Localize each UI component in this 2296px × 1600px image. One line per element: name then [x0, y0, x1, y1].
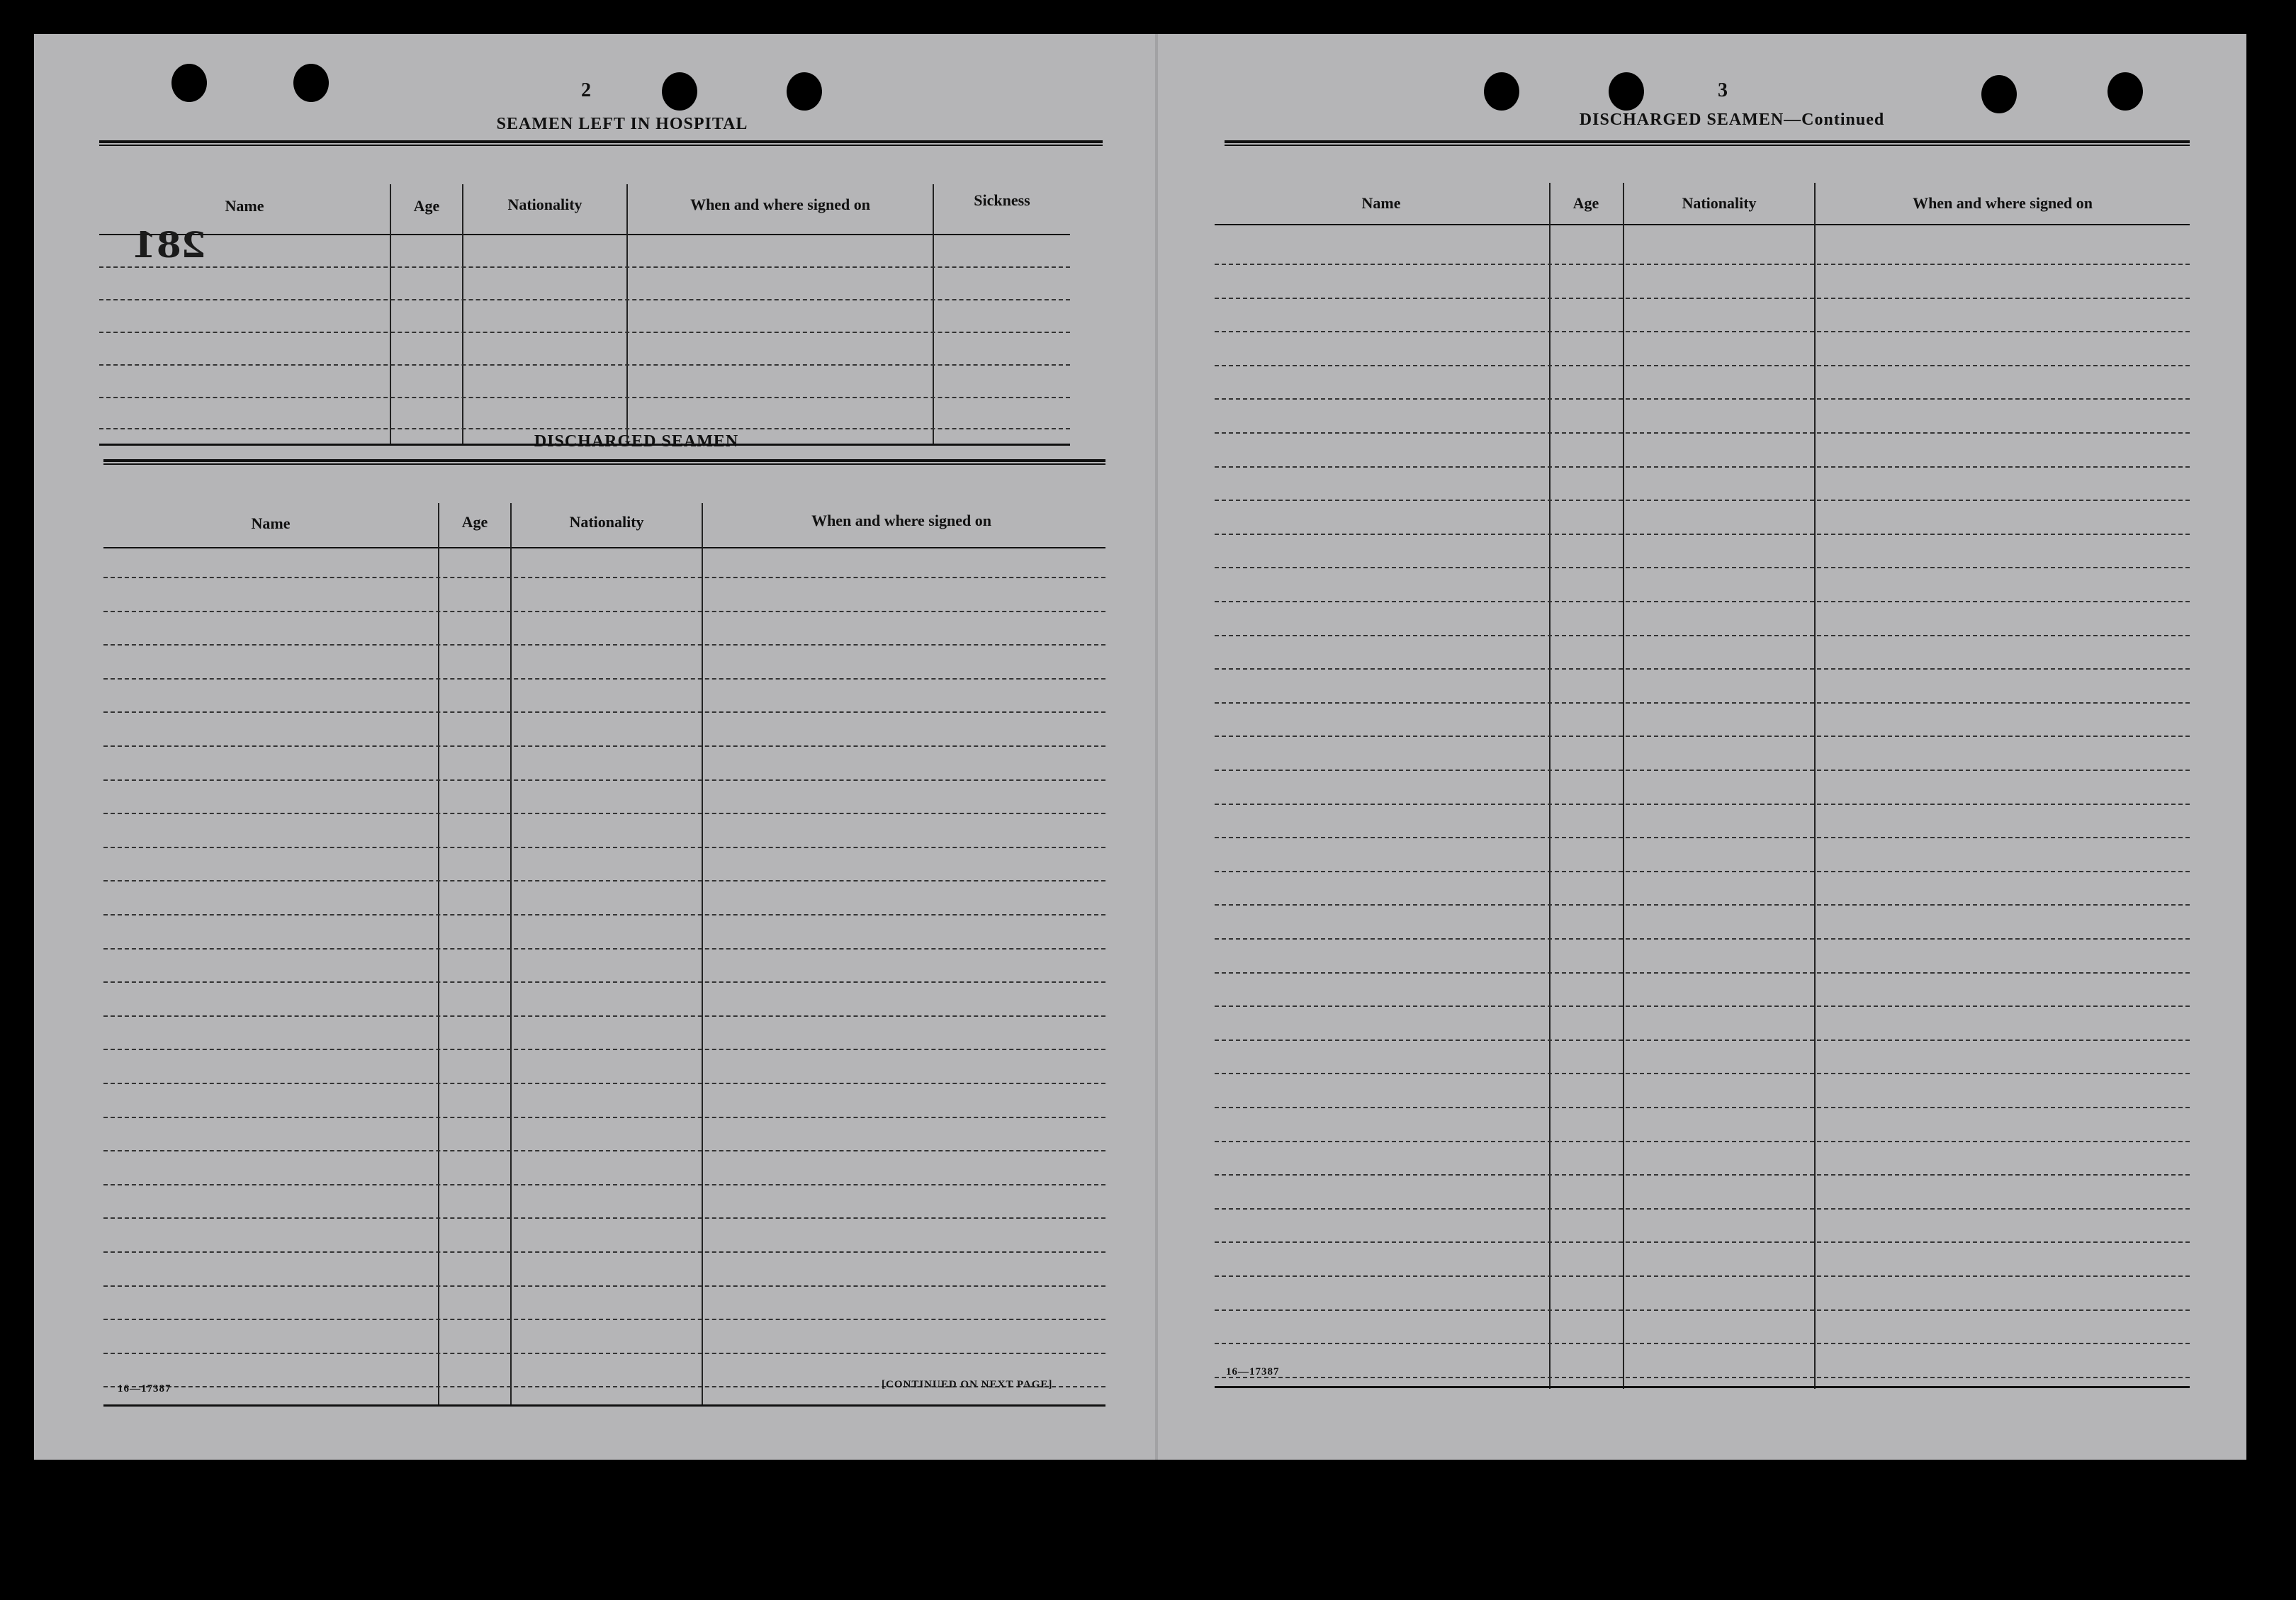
entry-line — [1215, 466, 2190, 468]
discharged-section-title: DISCHARGED SEAMEN — [534, 432, 739, 451]
punch-hole — [171, 64, 207, 102]
page-number-left: 2 — [581, 79, 591, 101]
col-divider — [702, 503, 703, 1406]
entry-line — [103, 577, 1105, 578]
entry-line — [103, 813, 1105, 814]
stamped-number: 281 — [132, 224, 206, 266]
col-name: Name — [251, 514, 291, 532]
col-name: Name — [1361, 194, 1401, 212]
entry-line — [1215, 298, 2190, 299]
punch-hole — [1609, 72, 1644, 111]
col-divider — [510, 503, 512, 1406]
entry-line — [1215, 331, 2190, 332]
continued-suffix: —Continued — [1784, 111, 1885, 129]
entry-line — [1215, 770, 2190, 771]
entry-line — [103, 880, 1105, 881]
entry-line — [103, 1150, 1105, 1151]
col-divider — [933, 184, 934, 444]
entry-line — [1215, 635, 2190, 636]
entry-line — [1215, 1275, 2190, 1277]
entry-line — [103, 1184, 1105, 1185]
punch-hole — [1484, 72, 1519, 111]
entry-line — [1215, 567, 2190, 568]
entry-line — [1215, 264, 2190, 265]
entry-line — [103, 847, 1105, 848]
hospital-title-rule — [99, 140, 1103, 146]
entry-line — [1215, 1141, 2190, 1142]
col-divider — [462, 184, 463, 444]
entry-line — [1215, 904, 2190, 906]
discharged-continued-table — [1215, 145, 2190, 1392]
entry-line — [103, 1285, 1105, 1287]
entry-line — [1215, 837, 2190, 838]
scanned-document-sheet — [34, 34, 2246, 1460]
entry-line — [1215, 1073, 2190, 1074]
discharged-table-bottom — [103, 1404, 1105, 1407]
entry-line — [103, 981, 1105, 983]
col-when-where: When and where signed on — [811, 512, 991, 529]
entry-line — [103, 1353, 1105, 1354]
entry-line — [103, 1083, 1105, 1084]
entry-line — [1215, 1005, 2190, 1007]
entry-line — [1215, 1208, 2190, 1210]
entry-line — [103, 914, 1105, 916]
entry-line — [1215, 1377, 2190, 1378]
entry-line — [99, 299, 1070, 300]
entry-line — [1215, 804, 2190, 805]
col-sickness: Sickness — [974, 191, 1030, 209]
col-age: Age — [1572, 194, 1599, 212]
discharged-continued-header — [1215, 145, 2190, 225]
discharged-title-rule — [103, 459, 1105, 465]
entry-line — [1215, 938, 2190, 940]
form-code-right: 16—17387 — [1226, 1366, 1280, 1378]
form-code-left: 16—17387 — [118, 1383, 171, 1395]
entry-line — [103, 1251, 1105, 1253]
discharged-table-header — [103, 468, 1105, 548]
entry-line — [1215, 1174, 2190, 1176]
col-nationality: Nationality — [1682, 194, 1757, 212]
punch-hole — [1981, 75, 2017, 113]
entry-line — [103, 779, 1105, 781]
entry-line — [1215, 1241, 2190, 1243]
entry-line — [1215, 534, 2190, 535]
col-divider — [438, 503, 439, 1406]
entry-line — [99, 266, 1070, 268]
entry-line — [103, 948, 1105, 950]
col-age: Age — [413, 197, 440, 215]
col-when-where: When and where signed on — [1913, 194, 2093, 212]
col-nationality: Nationality — [569, 513, 644, 531]
continued-note: [CONTINUED ON NEXT PAGE] — [882, 1379, 1053, 1390]
entry-line — [99, 397, 1070, 398]
entry-line — [103, 1049, 1105, 1050]
hospital-table — [99, 149, 1070, 446]
entry-line — [1215, 736, 2190, 737]
punch-hole — [293, 64, 329, 102]
col-age: Age — [461, 513, 488, 531]
punch-hole — [2108, 72, 2143, 111]
entry-line — [103, 1319, 1105, 1320]
entry-line — [1215, 1107, 2190, 1108]
col-name: Name — [225, 197, 264, 215]
col-divider — [626, 184, 628, 444]
discharged-continued-title-main: DISCHARGED SEAMEN — [1579, 111, 1784, 129]
entry-line — [103, 1117, 1105, 1118]
entry-line — [1215, 668, 2190, 670]
entry-line — [103, 1217, 1105, 1219]
entry-line — [99, 332, 1070, 333]
entry-line — [1215, 398, 2190, 400]
entry-line — [1215, 972, 2190, 974]
entry-line — [103, 611, 1105, 612]
entry-line — [1215, 601, 2190, 602]
page-number-right: 3 — [1718, 79, 1728, 101]
entry-line — [103, 644, 1105, 646]
entry-line — [1215, 871, 2190, 872]
col-divider — [390, 184, 391, 444]
hospital-table-header — [99, 149, 1070, 235]
discharged-table — [103, 468, 1105, 1410]
entry-line — [103, 711, 1105, 713]
entry-line — [1215, 702, 2190, 704]
entry-line — [1215, 1309, 2190, 1311]
entry-line — [1215, 1040, 2190, 1041]
entry-line — [99, 428, 1070, 429]
entry-line — [99, 364, 1070, 366]
punch-hole — [662, 72, 697, 111]
col-nationality: Nationality — [507, 196, 583, 213]
entry-line — [1215, 1343, 2190, 1344]
discharged-continued-title — [1555, 111, 1909, 130]
entry-line — [1215, 365, 2190, 366]
center-fold — [1155, 34, 1158, 1460]
entry-line — [103, 1015, 1105, 1017]
hospital-section-title: SEAMEN LEFT IN HOSPITAL — [496, 115, 748, 133]
col-when-where: When and where signed on — [690, 196, 870, 213]
entry-line — [103, 745, 1105, 747]
punch-hole — [787, 72, 822, 111]
entry-line — [1215, 432, 2190, 434]
entry-line — [1215, 500, 2190, 501]
continued-table-bottom — [1215, 1386, 2190, 1388]
entry-line — [103, 678, 1105, 680]
